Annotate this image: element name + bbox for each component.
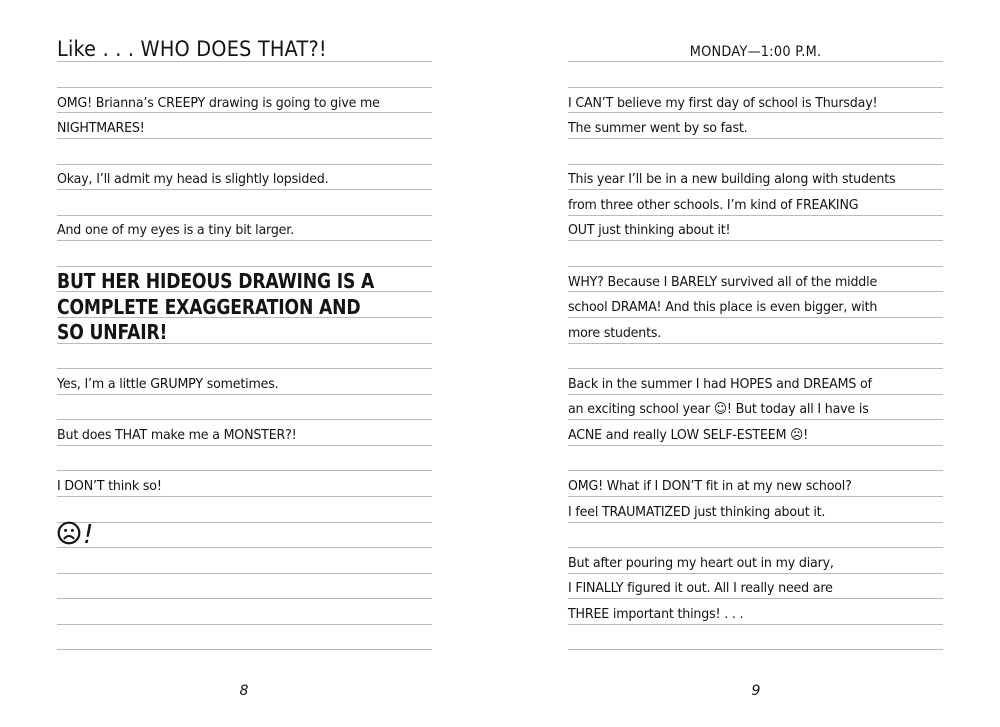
- text-row: [568, 217, 943, 241]
- text-row: [57, 266, 432, 292]
- left-page: [57, 0, 432, 727]
- text-row: [568, 370, 943, 394]
- frown-exclamation: !: [83, 519, 94, 550]
- text-row: [568, 191, 943, 215]
- body-text: OUT just thinking about it!: [568, 222, 731, 239]
- ruled-line: [57, 598, 432, 599]
- page-number-left: 8: [239, 683, 249, 699]
- text-row: [568, 166, 943, 190]
- text-row: [568, 575, 943, 599]
- ruled-line: [57, 470, 432, 471]
- body-text: NIGHTMARES!: [57, 120, 145, 137]
- body-text: But after pouring my heart out in my diary,: [568, 554, 834, 571]
- ruled-line: [57, 368, 432, 369]
- page-number-right: 9: [751, 683, 761, 699]
- body-text: But does THAT make me a MONSTER?!: [57, 426, 297, 443]
- body-text: more students.: [568, 324, 662, 341]
- text-row: [57, 292, 432, 318]
- text-row: [57, 473, 432, 497]
- ruled-line: [568, 266, 943, 267]
- text-row: [568, 601, 943, 625]
- body-text: an exciting school year ☺! But today all I have is: [568, 401, 869, 418]
- text-row: [57, 217, 432, 241]
- body-text: Back in the summer I had HOPES and DREAMS of: [568, 375, 872, 392]
- text-row: [568, 268, 943, 292]
- ruled-line: [568, 470, 943, 471]
- body-text: OMG! Brianna’s CREEPY drawing is going to give me: [57, 94, 380, 111]
- ruled-line: [57, 164, 432, 165]
- text-row: [568, 422, 943, 446]
- text-row: [568, 498, 943, 522]
- ruled-line: [568, 368, 943, 369]
- emphasis-text: BUT HER HIDEOUS DRAWING IS A: [57, 269, 375, 294]
- body-text: I DON’T think so!: [57, 478, 162, 495]
- ruled-line: [57, 649, 432, 650]
- text-row: [568, 89, 943, 113]
- text-row: [568, 294, 943, 318]
- right-page: [568, 0, 943, 727]
- body-text: I feel TRAUMATIZED just thinking about it.: [568, 503, 826, 520]
- text-row: [57, 89, 432, 113]
- ruled-line: [57, 87, 432, 88]
- body-text: from three other schools. I’m kind of FREAKING: [568, 196, 859, 213]
- body-text: WHY? Because I BARELY survived all of the middle: [568, 273, 878, 290]
- text-row: [568, 473, 943, 497]
- text-row: [57, 317, 432, 343]
- text-row: [57, 422, 432, 446]
- body-text: THREE important things! . . .: [568, 605, 744, 622]
- text-row: [57, 115, 432, 139]
- text-row: [57, 32, 432, 62]
- body-text: The summer went by so fast.: [568, 120, 748, 137]
- body-text: I CAN’T believe my first day of school is Thursday!: [568, 94, 878, 111]
- body-text: ACNE and really LOW SELF-ESTEEM ☹!: [568, 426, 809, 443]
- body-text: And one of my eyes is a tiny bit larger.: [57, 222, 294, 239]
- body-text: Okay, I’ll admit my head is slightly lopsided.: [57, 171, 329, 188]
- ruled-line: [57, 573, 432, 574]
- text-row: [57, 370, 432, 394]
- text-row: [568, 396, 943, 420]
- emphasis-text: SO UNFAIR!: [57, 320, 168, 345]
- text-row: [57, 166, 432, 190]
- body-text: school DRAMA! And this place is even bigger, with: [568, 299, 878, 316]
- ruled-line: [568, 649, 943, 650]
- ruled-line: [568, 87, 943, 88]
- body-text: I FINALLY figured it out. All I really need are: [568, 580, 833, 597]
- entry-title: Like . . . WHO DOES THAT?!: [57, 37, 327, 61]
- frown-row: [57, 518, 432, 548]
- ruled-line: [568, 547, 943, 548]
- emphasis-text: COMPLETE EXAGGERATION AND: [57, 294, 361, 319]
- ruled-line: [568, 164, 943, 165]
- ruled-line: [57, 215, 432, 216]
- frown-face-icon: [57, 521, 81, 545]
- ruled-line: [57, 419, 432, 420]
- entry-date-header: MONDAY—1:00 P.M.: [689, 44, 822, 60]
- text-row: [568, 549, 943, 573]
- text-row: [568, 115, 943, 139]
- body-text: This year I’ll be in a new building along with students: [568, 171, 896, 188]
- body-text: Yes, I’m a little GRUMPY sometimes.: [57, 375, 279, 392]
- body-text: OMG! What if I DON’T fit in at my new school?: [568, 478, 852, 495]
- entry-header-row: [568, 38, 943, 62]
- text-row: [568, 319, 943, 343]
- ruled-line: [57, 624, 432, 625]
